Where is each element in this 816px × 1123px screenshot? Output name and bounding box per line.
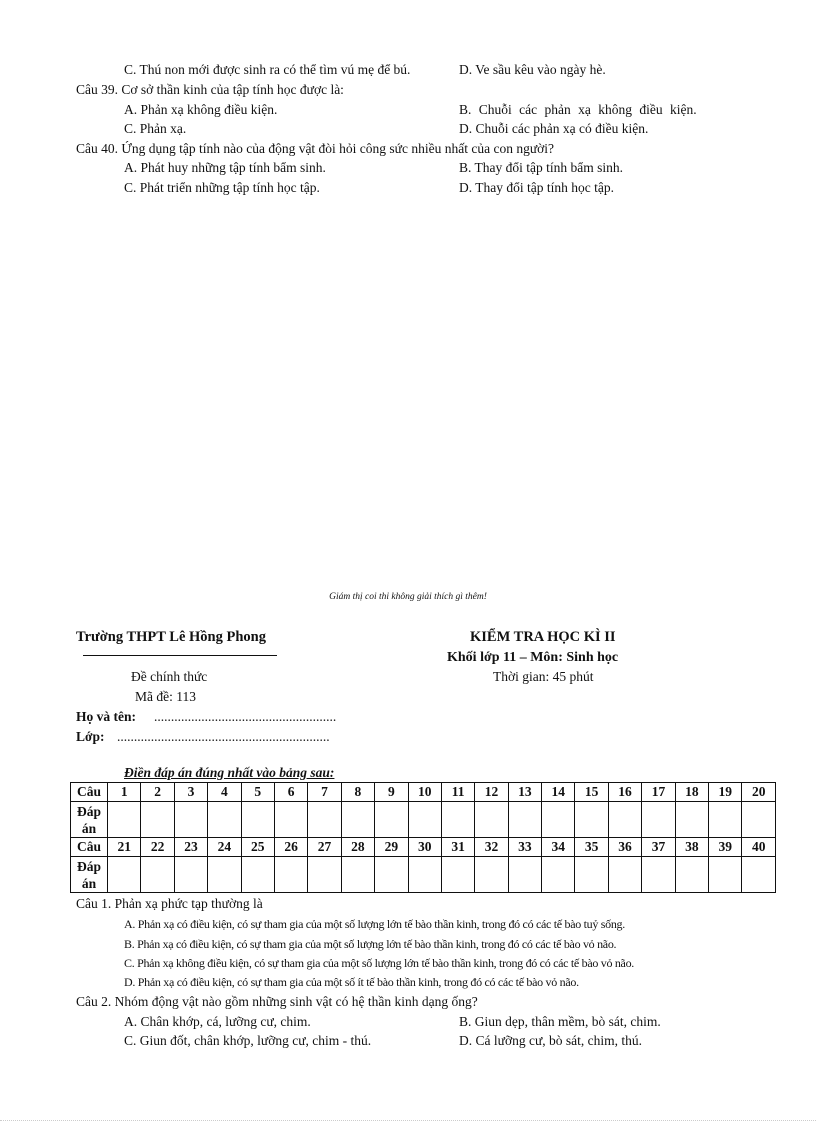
answer-cell[interactable] — [141, 857, 174, 893]
dap-label-line1: Đáp — [76, 858, 101, 874]
question-number: 28 — [341, 838, 374, 857]
answer-cell[interactable] — [508, 857, 541, 893]
question-number: 26 — [274, 838, 307, 857]
answer-cell[interactable] — [709, 857, 742, 893]
question-number: 9 — [375, 783, 408, 802]
answer-cell[interactable] — [241, 802, 274, 838]
answer-cell[interactable] — [742, 857, 776, 893]
answer-cell[interactable] — [542, 802, 575, 838]
answer-cell[interactable] — [375, 802, 408, 838]
dap-an-label — [71, 802, 108, 838]
question-number: 17 — [642, 783, 675, 802]
table-instruction: Điền đáp án đúng nhất vào bảng sau: — [124, 765, 335, 780]
q39-option-d: D. Chuỗi các phản xạ có điều kiện. — [459, 121, 649, 136]
question-number: 24 — [208, 838, 241, 857]
q39-option-a: A. Phản xạ không điều kiện. — [124, 102, 278, 117]
question-number: 14 — [542, 783, 575, 802]
question-number: 18 — [675, 783, 708, 802]
q40-option-c: C. Phát triển những tập tính học tập. — [124, 180, 320, 195]
answer-cell[interactable] — [508, 802, 541, 838]
question-number: 10 — [408, 783, 441, 802]
question-number: 6 — [274, 783, 307, 802]
dap-an-label — [71, 857, 108, 893]
name-field[interactable]: ...................................................... — [154, 709, 337, 724]
q1-option-d: D. Phản xạ có điều kiện, có sự tham gia của một số ít tế bào thần kinh, trong đó có các tế bào vỏ não. — [124, 975, 579, 989]
question-number: 8 — [341, 783, 374, 802]
question-number: 16 — [608, 783, 641, 802]
answer-cell[interactable] — [408, 802, 441, 838]
proctor-note: Giám thị coi thi không giải thích gì thêm! — [329, 592, 487, 602]
answer-cell[interactable] — [642, 857, 675, 893]
question-40: Câu 40. Ứng dụng tập tính nào của động vật đòi hỏi công sức nhiều nhất của con người? — [76, 141, 555, 156]
question-number-row-1 — [71, 783, 776, 802]
q2-option-d: D. Cá lưỡng cư, bò sát, chim, thú. — [459, 1033, 643, 1048]
q38-option-c: C. Thú non mới được sinh ra có thể tìm vú mẹ để bú. — [124, 62, 411, 77]
answer-cell[interactable] — [575, 857, 608, 893]
answer-cell[interactable] — [441, 857, 474, 893]
exam-title: KIỂM TRA HỌC KÌ II — [470, 629, 616, 645]
answer-cell[interactable] — [675, 857, 708, 893]
name-label: Họ và tên: — [76, 709, 136, 724]
answer-cell[interactable] — [542, 857, 575, 893]
answer-cell[interactable] — [174, 857, 207, 893]
school-name: Trường THPT Lê Hồng Phong — [76, 629, 266, 645]
question-number-row-2 — [71, 838, 776, 857]
q1-option-c: C. Phản xạ không điều kiện, có sự tham gia của một số lượng lớn tế bào thần kinh, trong đó có các tế bào vỏ não. — [124, 956, 634, 970]
answer-cell[interactable] — [475, 857, 508, 893]
answer-cell[interactable] — [108, 857, 141, 893]
exam-code: Mã đề: 113 — [135, 689, 196, 704]
q39-option-c: C. Phản xạ. — [124, 121, 187, 136]
q2-option-c: C. Giun đốt, chân khớp, lưỡng cư, chim - thú. — [124, 1033, 372, 1048]
answer-cell[interactable] — [208, 802, 241, 838]
answer-cell[interactable] — [274, 802, 307, 838]
class-field[interactable]: ............................................................... — [117, 729, 330, 744]
answer-cell[interactable] — [642, 802, 675, 838]
school-underline — [83, 655, 277, 656]
answer-cell[interactable] — [341, 857, 374, 893]
question-number: 22 — [141, 838, 174, 857]
question-number: 38 — [675, 838, 708, 857]
question-number: 21 — [108, 838, 141, 857]
official-label: Đề chính thức — [131, 669, 208, 684]
answer-cell[interactable] — [308, 802, 341, 838]
class-label: Lớp: — [76, 729, 105, 744]
dap-label-line1: Đáp — [76, 803, 101, 819]
question-number: 4 — [208, 783, 241, 802]
question-number: 27 — [308, 838, 341, 857]
cau-label: Câu — [71, 783, 108, 802]
answer-cell[interactable] — [208, 857, 241, 893]
question-number: 36 — [608, 838, 641, 857]
answer-cell[interactable] — [375, 857, 408, 893]
answer-cell[interactable] — [675, 802, 708, 838]
question-number: 31 — [441, 838, 474, 857]
question-number: 32 — [475, 838, 508, 857]
answer-cell[interactable] — [441, 802, 474, 838]
q39-option-b: B. Chuỗi các phản xạ không điều kiện. — [459, 102, 697, 117]
question-number: 12 — [475, 783, 508, 802]
question-2: Câu 2. Nhóm động vật nào gồm những sinh vật có hệ thần kinh dạng ống? — [76, 994, 478, 1009]
q1-option-a: A. Phản xạ có điều kiện, có sự tham gia của một số lượng lớn tế bào thần kinh, trong đó có các tế bào tuỷ sống. — [124, 917, 625, 931]
answer-cell[interactable] — [742, 802, 776, 838]
question-number: 19 — [709, 783, 742, 802]
answer-cell[interactable] — [308, 857, 341, 893]
cau-label: Câu — [71, 838, 108, 857]
answer-table — [70, 782, 776, 893]
answer-cell[interactable] — [274, 857, 307, 893]
answer-row-2 — [71, 857, 776, 893]
question-number: 7 — [308, 783, 341, 802]
page-bottom-edge — [0, 1120, 816, 1121]
question-39: Câu 39. Cơ sở thần kinh của tập tính học được là: — [76, 82, 344, 97]
answer-cell[interactable] — [241, 857, 274, 893]
question-number: 5 — [241, 783, 274, 802]
answer-cell[interactable] — [608, 857, 641, 893]
q38-option-d: D. Ve sầu kêu vào ngày hè. — [459, 62, 606, 77]
question-number: 15 — [575, 783, 608, 802]
question-number: 3 — [174, 783, 207, 802]
question-number: 11 — [441, 783, 474, 802]
answer-cell[interactable] — [575, 802, 608, 838]
answer-cell[interactable] — [108, 802, 141, 838]
question-number: 13 — [508, 783, 541, 802]
answer-cell[interactable] — [341, 802, 374, 838]
question-number: 20 — [742, 783, 776, 802]
question-number: 37 — [642, 838, 675, 857]
question-number: 1 — [108, 783, 141, 802]
answer-row-1 — [71, 802, 776, 838]
answer-cell[interactable] — [475, 802, 508, 838]
q2-option-a: A. Chân khớp, cá, lưỡng cư, chim. — [124, 1014, 311, 1029]
q40-option-d: D. Thay đổi tập tính học tập. — [459, 180, 614, 195]
q40-option-b: B. Thay đổi tập tính bẩm sinh. — [459, 160, 623, 175]
dap-label-line2: án — [81, 820, 97, 836]
grade-subject: Khối lớp 11 – Môn: Sinh học — [447, 650, 619, 665]
answer-cell[interactable] — [608, 802, 641, 838]
q1-option-b: B. Phản xạ có điều kiện, có sự tham gia của một số lượng lớn tế bào thần kinh, trong đó có các tế bào vỏ não. — [124, 937, 617, 951]
question-number: 33 — [508, 838, 541, 857]
question-number: 35 — [575, 838, 608, 857]
answer-cell[interactable] — [141, 802, 174, 838]
answer-cell[interactable] — [174, 802, 207, 838]
question-number: 40 — [742, 838, 776, 857]
answer-cell[interactable] — [709, 802, 742, 838]
question-number: 34 — [542, 838, 575, 857]
question-number: 39 — [709, 838, 742, 857]
exam-time: Thời gian: 45 phút — [493, 669, 594, 684]
question-number: 25 — [241, 838, 274, 857]
q40-option-a: A. Phát huy những tập tính bẩm sinh. — [124, 160, 326, 175]
q2-option-b: B. Giun dẹp, thân mềm, bò sát, chim. — [459, 1014, 661, 1029]
answer-cell[interactable] — [408, 857, 441, 893]
dap-label-line2: án — [81, 875, 97, 891]
question-number: 30 — [408, 838, 441, 857]
question-number: 23 — [174, 838, 207, 857]
question-1: Câu 1. Phản xạ phức tạp thường là — [76, 896, 263, 911]
question-number: 2 — [141, 783, 174, 802]
question-number: 29 — [375, 838, 408, 857]
